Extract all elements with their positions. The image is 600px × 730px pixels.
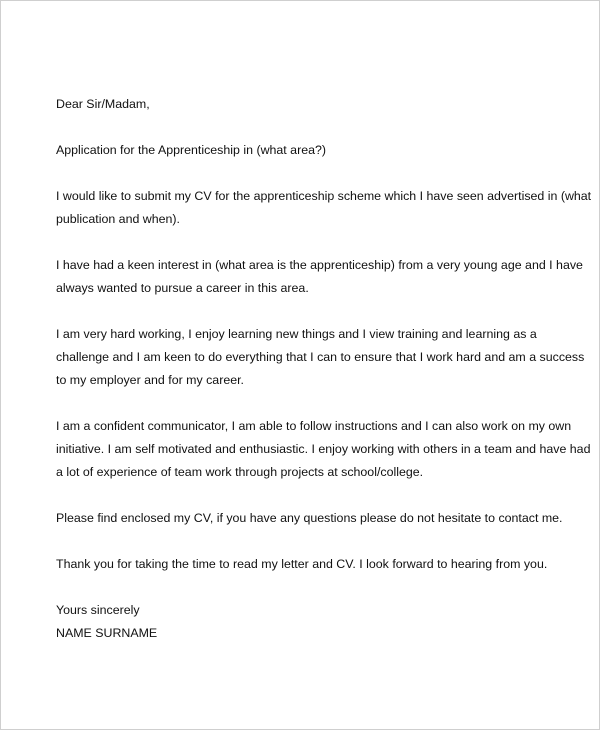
paragraph-hard-working	[56, 323, 585, 392]
text-line: to my employer and for my career.	[56, 373, 244, 387]
text-line: I am very hard working, I enjoy learning new things and I view training and learning as a	[56, 327, 537, 341]
text-line: a lot of experience of team work through projects at school/college.	[56, 465, 424, 479]
text-line: I am a confident communicator, I am able to follow instructions and I can also work on my own	[56, 419, 572, 433]
subject-line: Application for the Apprenticeship in (what area?)	[56, 143, 326, 157]
text-line: Thank you for taking the time to read my letter and CV. I look forward to hearing from you.	[56, 557, 548, 571]
salutation: Dear Sir/Madam,	[56, 97, 150, 111]
text-line: I have had a keen interest in (what area is the apprenticeship) from a very young age and I have	[56, 258, 583, 272]
closing: Yours sincerely	[56, 603, 140, 617]
text-line: always wanted to pursue a career in this area.	[56, 281, 309, 295]
paragraph-enclosed-cv	[56, 507, 563, 530]
text-line: publication and when).	[56, 212, 180, 226]
paragraph-thank-you	[56, 553, 556, 576]
signature-name: NAME SURNAME	[56, 626, 158, 640]
paragraph-communicator	[56, 415, 591, 484]
letter-body	[56, 93, 592, 645]
paragraph-interest	[56, 254, 583, 300]
text-line: challenge and I am keen to do everything that I can to ensure that I work hard and am a success	[56, 350, 585, 364]
text-line: I would like to submit my CV for the apprenticeship scheme which I have seen advertised in (what	[56, 189, 592, 203]
paragraph-cv-submission	[56, 185, 592, 231]
text-line: Please find enclosed my CV, if you have any questions please do not hesitate to contact me.	[56, 511, 563, 525]
text-line: initiative. I am self motivated and enthusiastic. I enjoy working with others in a team and have had	[56, 442, 591, 456]
